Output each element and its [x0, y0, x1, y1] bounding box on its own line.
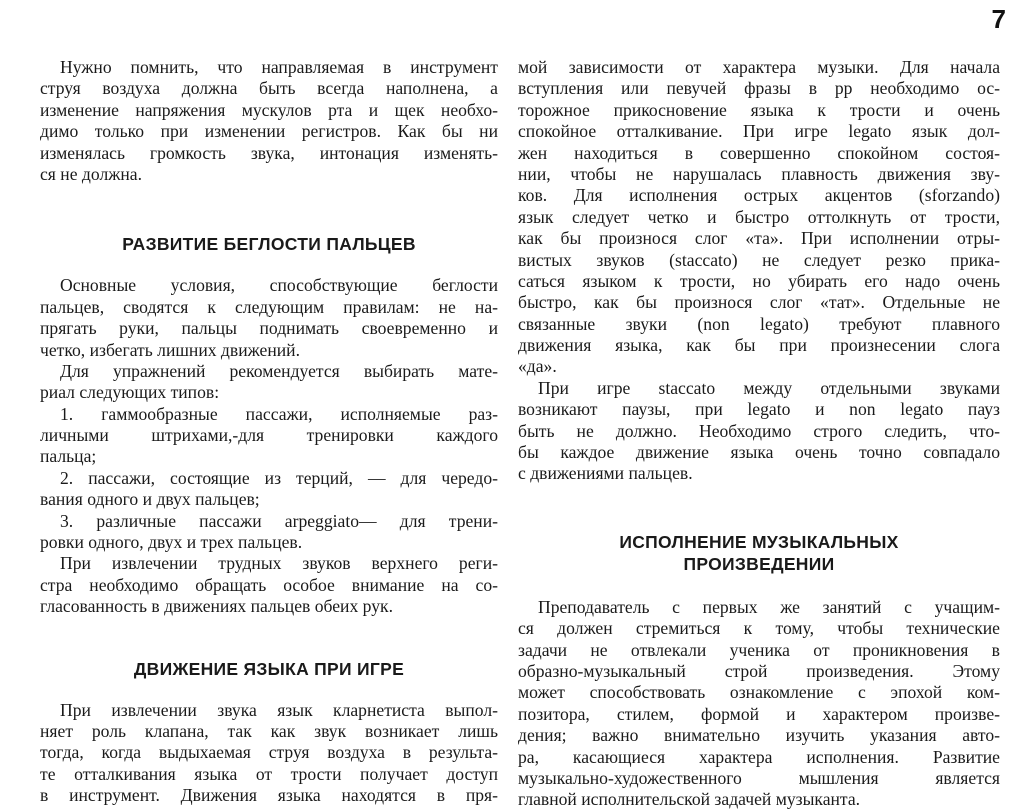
- text-line: может способствовать ознакомление с эпохой ком-: [518, 682, 1000, 703]
- paragraph: [40, 511, 498, 554]
- text-line: образно-музыкальный строй произведения. Этому: [518, 660, 1000, 681]
- text-line: струя воздуха должна быть всегда наполнена, а: [40, 78, 498, 99]
- text-line: Основные условия, способствующие беглости: [60, 275, 498, 296]
- text-line: вистых звуков (staccato) не следует резко прика-: [518, 249, 1000, 270]
- text-line: нии, чтобы не нарушалась плавность движения зву-: [518, 163, 1000, 184]
- paragraph: [40, 553, 498, 617]
- text-line: изменялась громкость звука, интонация изменять-: [40, 142, 498, 163]
- text-line: Для упражнений рекомендуется выбирать мате-: [60, 360, 498, 381]
- text-line: возникают паузы, при legato и non legato пауз: [518, 399, 1000, 420]
- section-heading: ИСПОЛНЕНИЕ МУЗЫКАЛЬНЫХ: [619, 531, 899, 552]
- text-line: позитора, стилем, формой и характером произве-: [518, 703, 1000, 724]
- text-line: как бы произнося слог «та». При исполнении отры-: [518, 228, 1000, 249]
- text-line: мой зависимости от характера музыки. Для начала: [518, 57, 1000, 77]
- section-heading: РАЗВИТИЕ БЕГЛОСТИ ПАЛЬЦЕВ: [122, 234, 416, 255]
- paragraph: [40, 404, 498, 468]
- text-line: музыкально-художественного мышления является: [518, 767, 1000, 788]
- text-line: спокойное отталкивание. При игре legato язык дол-: [518, 121, 1000, 142]
- text-line: димо только при изменении регистров. Как бы ни: [40, 121, 498, 142]
- paragraph: [518, 57, 1000, 378]
- text-line: «да».: [518, 356, 557, 377]
- text-line: вания одного и двух пальцев;: [40, 489, 260, 510]
- text-line: саться языком к трости, но убирать его надо очень: [518, 270, 1000, 291]
- text-line: главной исполнительской задачей музыканта.: [518, 789, 861, 810]
- text-line: прягать руки, пальцы поднимать своевременно и: [40, 318, 498, 339]
- text-line: язык следует четко и быстро оттолкнуть от трости,: [518, 206, 1000, 227]
- paragraph: [518, 597, 1000, 811]
- text-line: торожное прикосновение языка к трости и очень: [518, 99, 1000, 120]
- text-line: пальца;: [40, 446, 97, 467]
- text-line: задачи не отвлекали ученика от проникновения в: [518, 639, 1000, 660]
- text-line: Преподаватель с первых же занятий с учащим-: [538, 596, 1000, 617]
- text-line: ся не должна.: [40, 163, 142, 184]
- text-line: бы каждое движение языка очень точно совпадало: [518, 442, 1000, 463]
- right-column: [518, 57, 1000, 811]
- text-line: 2. пассажи, состоящие из терций, — для чередо-: [60, 467, 498, 488]
- text-line: няет роль клапана, так как звук возникает лишь: [40, 720, 498, 741]
- text-line: в инструмент. Движения языка находятся в пря-: [40, 785, 498, 806]
- text-line: изменение напряжения мускулов рта и щек необхо-: [40, 99, 498, 120]
- text-line: ра, касающиеся характера исполнения. Развитие: [518, 746, 1000, 767]
- text-line: Нужно помнить, что направляемая в инструмент: [60, 57, 498, 77]
- text-line: ся должен стремиться к тому, чтобы технические: [518, 618, 1000, 639]
- text-line: ровки одного, двух и трех пальцев.: [40, 532, 303, 553]
- text-line: четко, избегать лишних движений.: [40, 339, 300, 360]
- text-line: При извлечении трудных звуков верхнего реги-: [60, 553, 498, 574]
- page-number: 7: [991, 4, 1006, 34]
- text-line: быстро, как бы произнося слог «тат». Отдельные не: [518, 292, 1000, 313]
- section-heading: ПРОИЗВЕДЕНИИ: [683, 553, 835, 574]
- text-line: 3. различные пассажи arpeggiato— для трени-: [60, 510, 498, 531]
- text-line: дения; важно внимательно изучить указания авто-: [518, 725, 1000, 746]
- paragraph: [40, 361, 498, 404]
- text-line: те отталкивания языка от трости получает доступ: [40, 763, 498, 784]
- text-line: пальцев, сводятся к следующим правилам: не на-: [40, 296, 498, 317]
- section-heading: ДВИЖЕНИЕ ЯЗЫКА ПРИ ИГРЕ: [133, 658, 405, 679]
- paragraph: [40, 275, 498, 361]
- text-line: 1. гаммообразные пассажи, исполняемые раз-: [60, 403, 498, 424]
- paragraph: [518, 378, 1000, 485]
- text-line: При извлечении звука язык кларнетиста выпол-: [60, 699, 498, 720]
- text-line: быть не должно. Необходимо строго следить, что-: [518, 420, 1000, 441]
- text-line: При игре staccato между отдельными звуками: [538, 377, 1000, 398]
- paragraph: [40, 57, 498, 185]
- left-column: [40, 57, 498, 807]
- paragraph: [40, 468, 498, 511]
- text-line: личными штрихами,-для тренировки каждого: [40, 425, 498, 446]
- text-line: жен находиться в совершенно спокойном состоя-: [518, 142, 1000, 163]
- text-line: риал следующих типов:: [40, 382, 220, 403]
- text-line: движения языка, как бы при произнесении слога: [518, 335, 1000, 356]
- text-line: стра необходимо обращать особое внимание на со-: [40, 574, 498, 595]
- text-line: гласованность в движениях пальцев обеих рук.: [40, 596, 393, 617]
- text-line: тогда, когда выдыхаемая струя воздуха в результа-: [40, 742, 498, 763]
- paragraph: [40, 700, 498, 807]
- text-line: с движениями пальцев.: [518, 463, 693, 484]
- text-line: связанные звуки (non legato) требуют плавного: [518, 313, 1000, 334]
- text-line: вступления или певучей фразы в pp необходимо ос-: [518, 78, 1000, 99]
- text-line: ков. Для исполнения острых акцентов (sforzando): [518, 185, 1000, 206]
